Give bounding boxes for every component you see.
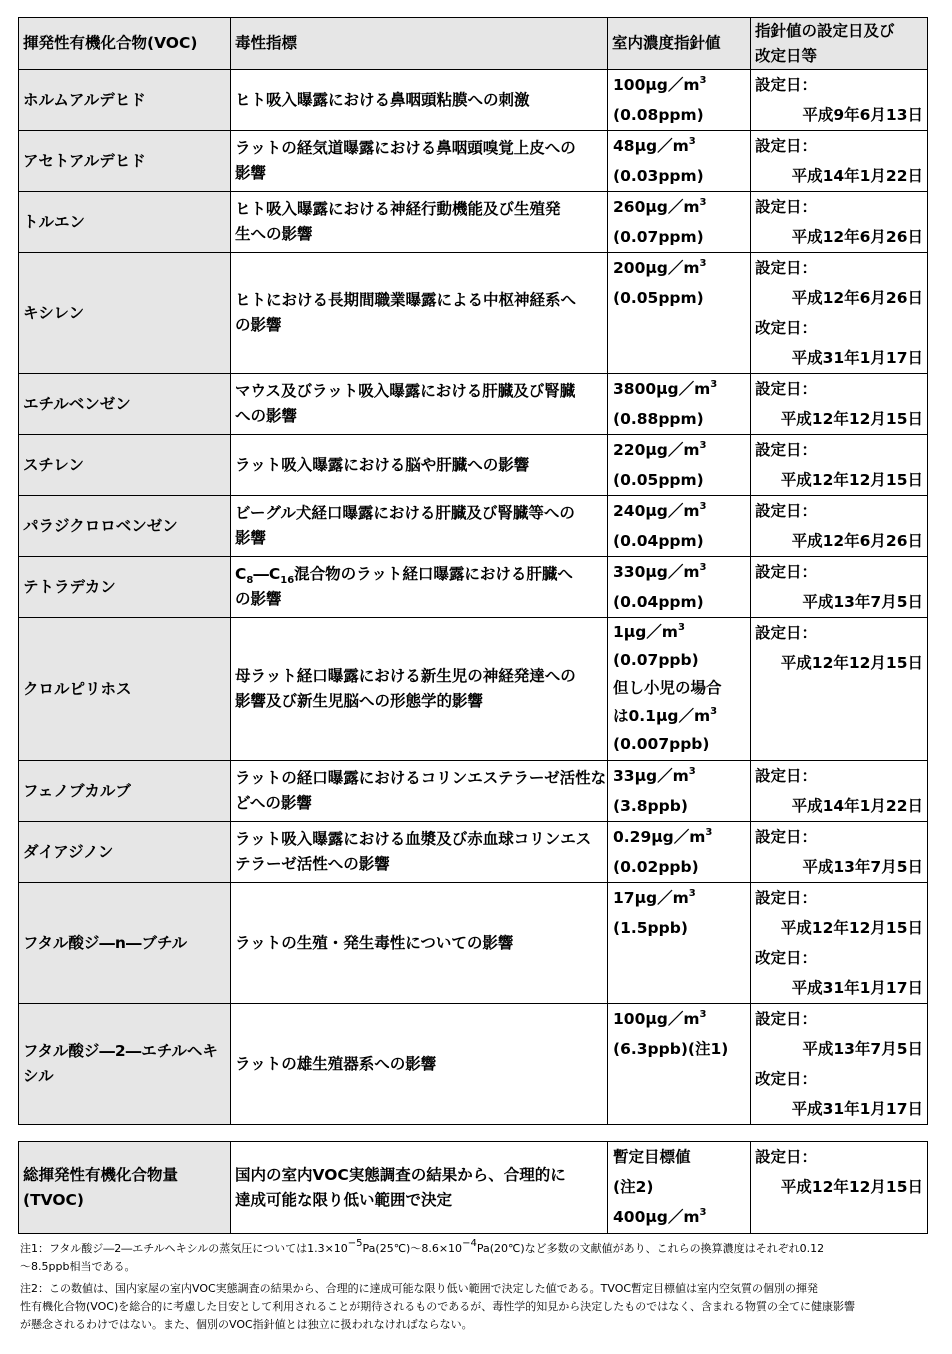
voc-name: アセトアルデヒド	[19, 131, 231, 192]
voc-name: クロルピリホス	[19, 618, 231, 761]
toxicity: ヒト吸入曝露における鼻咽頭粘膜への刺激	[231, 70, 608, 131]
voc-name: フタル酸ジ―2―エチルヘキ シル	[19, 1004, 231, 1125]
dates: 設定日： 平成12年6月26日	[751, 496, 928, 557]
voc-name: フェノブカルブ	[19, 761, 231, 822]
header-dates	[751, 18, 928, 70]
table-row	[19, 822, 928, 883]
guideline-value: $3800\mu g/m^3$ (0.88ppm)	[608, 374, 751, 435]
tvoc-table	[18, 1141, 928, 1234]
dates: 設定日： 平成14年1月22日	[751, 131, 928, 192]
header-voc: 揮発性有機化合物(VOC)	[19, 18, 231, 70]
voc-guideline-table	[18, 17, 928, 1125]
table-row	[19, 70, 928, 131]
guideline-value: $330\mu g/m^3$ (0.04ppm)	[608, 557, 751, 618]
table-row	[19, 496, 928, 557]
table-row	[19, 1004, 928, 1125]
guideline-value: $260\mu g/m^3$ (0.07ppm)	[608, 192, 751, 253]
dates: 設定日： 平成14年1月22日	[751, 761, 928, 822]
header-toxicity: 毒性指標	[231, 18, 608, 70]
guideline-value: $100\mu g/m^3$ (0.08ppm)	[608, 70, 751, 131]
guideline-value: $33\mu g/m^3$ (3.8ppb)	[608, 761, 751, 822]
table-row	[19, 618, 928, 761]
table-row	[19, 435, 928, 496]
voc-name: パラジクロロベンゼン	[19, 496, 231, 557]
table-row	[19, 883, 928, 1004]
dates: 設定日： 平成13年7月5日 改定日： 平成31年1月17日	[751, 1004, 928, 1125]
note-2: 注2：この数値は、国内家屋の室内VOC実態調査の結果から、合理的に達成可能な限り低い範囲で決定した値である。TVOC暫定目標値は室内空気質の個別の揮発 性有機化合物(VOC)を総合的に考慮した目安として利用されることが期待されるものであるが、毒性学的知見から決定したものではなく、含まれる物質の全てに健康影響 が懸念されるわけではない。また、個別のVOC指針値とは独立に扱われなければならない。	[20, 1282, 856, 1331]
table-row	[19, 761, 928, 822]
guideline-value: $200\mu g/m^3$ (0.05ppm)	[608, 253, 751, 374]
guideline-value: $1\mu g/m^3$ (0.07ppb) 但し小児の場合 は$0.1\mu g/m^3$ (0.007ppb)	[608, 618, 751, 761]
toxicity: マウス及びラット吸入曝露における肝臓及び腎臓 への影響	[231, 374, 608, 435]
header-dates-line2: 改定日等	[755, 46, 818, 65]
dates: 設定日： 平成9年6月13日	[751, 70, 928, 131]
toxicity: ビーグル犬経口曝露における肝臓及び腎臓等への 影響	[231, 496, 608, 557]
guideline-value: $17\mu g/m^3$ (1.5ppb)	[608, 883, 751, 1004]
voc-name: エチルベンゼン	[19, 374, 231, 435]
guideline-value: $0.29\mu g/m^3$ (0.02ppb)	[608, 822, 751, 883]
dates: 設定日： 平成12年6月26日 改定日： 平成31年1月17日	[751, 253, 928, 374]
toxicity: ラットの経気道曝露における鼻咽頭嗅覚上皮への 影響	[231, 131, 608, 192]
voc-name: テトラデカン	[19, 557, 231, 618]
dates: 設定日： 平成12年12月15日 改定日： 平成31年1月17日	[751, 883, 928, 1004]
voc-name: キシレン	[19, 253, 231, 374]
header-row	[19, 18, 928, 70]
toxicity: ラット吸入曝露における脳や肝臓への影響	[231, 435, 608, 496]
toxicity: ラットの雄生殖器系への影響	[231, 1004, 608, 1125]
dates: 設定日： 平成12年12月15日	[751, 374, 928, 435]
header-guideline: 室内濃度指針値	[608, 18, 751, 70]
table-row	[19, 131, 928, 192]
dates: 設定日： 平成12年12月15日	[751, 435, 928, 496]
tvoc-name: 総揮発性有機化合物量 (TVOC)	[19, 1142, 231, 1234]
table-row	[19, 374, 928, 435]
tvoc-dates: 設定日： 平成12年12月15日	[751, 1142, 928, 1234]
note-1: 注1：フタル酸ジ―2―エチルヘキシルの蒸気圧については$1.3\times 10^{-5}Pa(25℃)\sim 8.6\times 10^{-4}Pa(20℃)$など多数の文献値があり、これらの換算濃度はそれぞれ0.12 ～8.5ppb相当である。	[20, 1238, 825, 1273]
voc-name: スチレン	[19, 435, 231, 496]
tvoc-toxicity: 国内の室内VOC実態調査の結果から、合理的に 達成可能な限り低い範囲で決定	[231, 1142, 608, 1234]
toxicity: ラットの生殖・発生毒性についての影響	[231, 883, 608, 1004]
table-row	[19, 557, 928, 618]
toxicity: ヒトにおける長期間職業曝露による中枢神経系へ の影響	[231, 253, 608, 374]
dates: 設定日： 平成12年6月26日	[751, 192, 928, 253]
toxicity: ラット吸入曝露における血漿及び赤血球コリンエス テラーゼ活性への影響	[231, 822, 608, 883]
guideline-value: $240\mu g/m^3$ (0.04ppm)	[608, 496, 751, 557]
toxicity: $C_8―C_{16}$混合物のラット経口曝露における肝臓へ の影響	[231, 557, 608, 618]
table-row	[19, 253, 928, 374]
tvoc-value: 暫定目標値 (注2) $400\mu g/m^3$	[608, 1142, 751, 1234]
guideline-value: $220\mu g/m^3$ (0.05ppm)	[608, 435, 751, 496]
dates: 設定日： 平成13年7月5日	[751, 822, 928, 883]
toxicity: ラットの経口曝露におけるコリンエステラーゼ活性な どへの影響	[231, 761, 608, 822]
guideline-value: $48\mu g/m^3$ (0.03ppm)	[608, 131, 751, 192]
footnotes	[20, 1240, 932, 1338]
toxicity: ヒト吸入曝露における神経行動機能及び生殖発 生への影響	[231, 192, 608, 253]
voc-name: ダイアジノン	[19, 822, 231, 883]
toxicity: 母ラット経口曝露における新生児の神経発達への 影響及び新生児脳への形態学的影響	[231, 618, 608, 761]
dates: 設定日： 平成13年7月5日	[751, 557, 928, 618]
voc-name: ホルムアルデヒド	[19, 70, 231, 131]
tvoc-row	[19, 1142, 928, 1234]
voc-name: フタル酸ジ―n―ブチル	[19, 883, 231, 1004]
header-dates-line1: 指針値の設定日及び	[755, 21, 895, 40]
dates: 設定日： 平成12年12月15日	[751, 618, 928, 761]
table-row	[19, 192, 928, 253]
guideline-value: $100\mu g/m^3$ (6.3ppb)(注1)	[608, 1004, 751, 1125]
voc-name: トルエン	[19, 192, 231, 253]
